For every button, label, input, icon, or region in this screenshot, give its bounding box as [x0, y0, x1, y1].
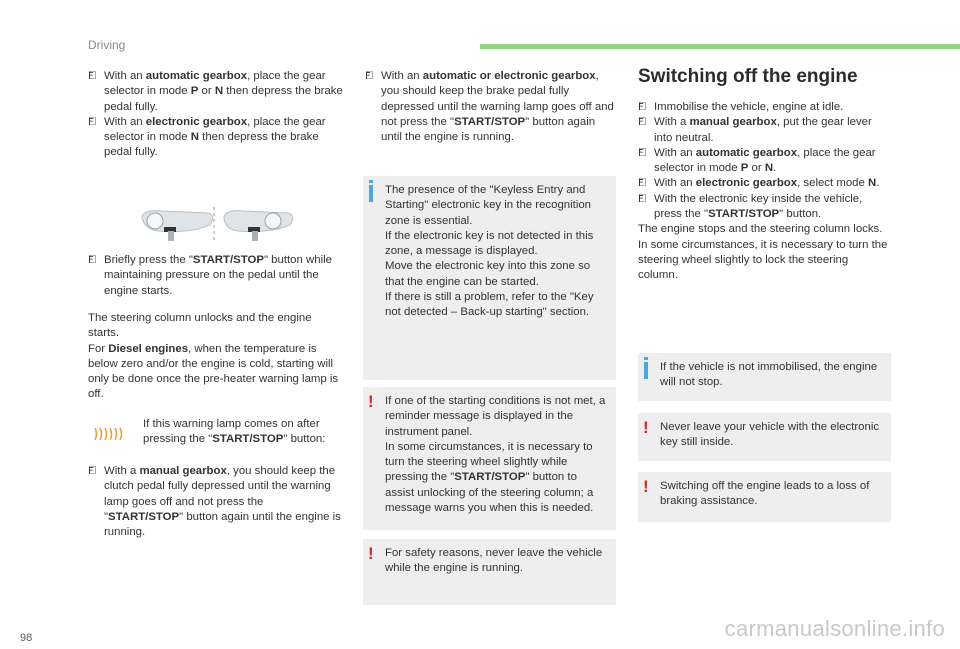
bullet-manual: With a manual gearbox, put the gear lever into neutral.: [654, 116, 872, 144]
warning-lamp-text: If this warning lamp comes on after pressing the "START/STOP" button:: [143, 418, 326, 446]
warning-box-braking: ! Switching off the engine leads to a loss of braking assistance.: [638, 472, 891, 522]
page-number: 98: [20, 632, 33, 644]
warning-icon: !: [643, 418, 649, 437]
manual-gearbox-bullet-wrap: [88, 464, 343, 540]
bullet-auto-electronic: With an automatic or electronic gearbox, you should keep the brake pedal fully depressed until the warning lamp goes off and not press the "START/STOP" button again until the engine is running.: [381, 70, 614, 144]
bullet-press-start-stop: Briefly press the "START/STOP" button while maintaining pressure on the pedal until the engine starts.: [104, 254, 332, 297]
warning-icon: !: [368, 544, 374, 563]
steering-lock-text: In some circumstances, it is necessary to turn the steering wheel slightly to lock the steering column.: [638, 238, 888, 282]
bullet-electronic-gearbox: With an electronic gearbox, place the gear selector in mode N then depress the brake pedal fully.: [104, 115, 326, 159]
diesel-text: For Diesel engines, when the temperature is below zero and/or the engine is cold, starting will only be done once the pre-heater warning lamp is off.: [88, 342, 339, 401]
watermark: carmanualsonline.info: [724, 616, 945, 641]
brake-pedal-illustration: [138, 203, 298, 243]
bullet-manual-gearbox: With a manual gearbox, you should keep the clutch pedal fully depressed until the warning lamp goes off and not press the "START/STOP" button again until the engine is running.: [104, 465, 341, 539]
info-icon: [644, 357, 648, 360]
bullet-electronic: With an electronic gearbox, select mode N.: [654, 177, 880, 190]
warning-box-safety: ! For safety reasons, never leave the vehicle while the engine is running.: [363, 539, 616, 605]
column-middle: [365, 69, 615, 145]
bullet-immobilise: Immobilise the vehicle, engine at idle.: [654, 101, 844, 113]
warning-box-key-inside: ! Never leave your vehicle with the electronic key still inside.: [638, 413, 891, 461]
info-icon: [369, 180, 373, 183]
engine-stops-text: The engine stops and the steering column locks.: [638, 223, 883, 236]
warning-icon: !: [643, 477, 649, 496]
bullet-automatic: With an automatic gearbox, place the gear selector in mode P or N.: [654, 146, 876, 175]
warning-icon: !: [368, 392, 374, 411]
info-box-immobilised: If the vehicle is not immobilised, the engine will not stop.: [638, 353, 891, 401]
section-accent-bar: [480, 44, 960, 49]
column-left-lower: [88, 253, 343, 299]
column-left: [88, 69, 343, 161]
warning-box-conditions: ! If one of the starting conditions is not met, a reminder message is displayed in the instrument panel. In some circumstances, it is necessary to turn the steering wheel slightly while pressing the "START/STOP" button to assist unlocking of the steering column; a message warns you when this is needed.: [363, 387, 616, 530]
page-heading: Switching off the engine: [638, 66, 858, 87]
preheater-warning-lamp-icon: [92, 425, 128, 443]
steering-unlock-text: The steering column unlocks and the engine starts.: [88, 312, 312, 340]
bullet-press-button: With the electronic key inside the vehicle, press the "START/STOP" button.: [654, 192, 863, 221]
section-title: Driving: [88, 38, 126, 52]
column-right: [638, 100, 891, 284]
bullet-automatic-gearbox: With an automatic gearbox, place the gear selector in mode P or N then depress the brake pedal fully.: [104, 70, 343, 113]
engine-start-text: [88, 311, 343, 403]
info-box-keyless: The presence of the "Keyless Entry and Starting" electronic key in the recognition zone is essential. If the electronic key is not detected in this zone, a message is displayed. Move the electronic key into this zone so that the engine can be started. If there is still a problem, refer to the "Key not detected – Back-up starting" section.: [363, 176, 616, 380]
